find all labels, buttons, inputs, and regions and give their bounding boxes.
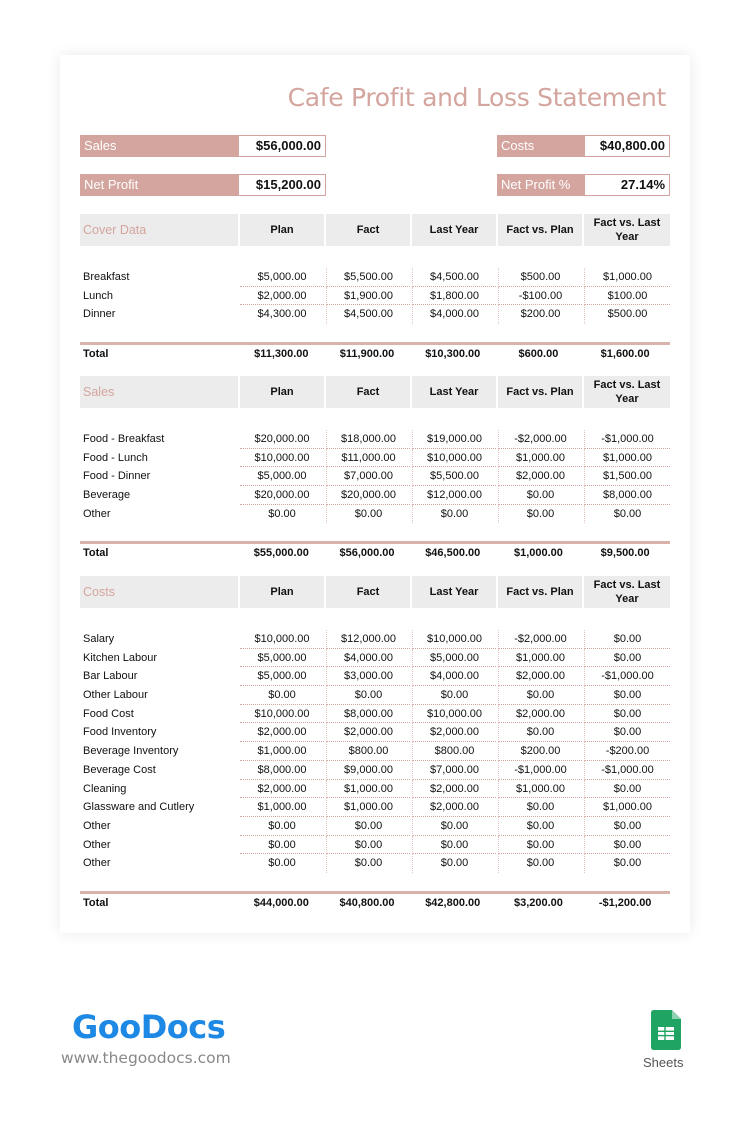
table-body [80,430,670,523]
table-cell[interactable]: -$1,000.00 [584,761,670,780]
table-header [80,376,670,408]
table-row [80,817,670,836]
column-header-last-year: Last Year [412,214,496,246]
row-label: Food - Dinner [83,470,151,483]
kpi-sales-value[interactable]: $56,000.00 [238,135,326,157]
row-label: Cleaning [83,782,127,795]
table-cell[interactable]: $4,000.00 [412,305,496,324]
row-label: Bar Labour [83,670,138,683]
table-header [80,214,670,246]
table-cell[interactable]: $4,500.00 [326,305,410,324]
table-cell[interactable]: $0.00 [412,505,496,524]
row-label: Other [83,819,111,832]
table-cell[interactable]: $1,000.00 [498,649,582,668]
column-header-plan: Plan [240,376,324,408]
total-label: Total [83,547,109,560]
table-cell[interactable]: $5,000.00 [240,667,324,686]
table-cell[interactable]: -$1,000.00 [498,761,582,780]
table-cell[interactable]: -$100.00 [498,287,582,306]
row-label: Lunch [83,289,113,302]
row-label: Food Cost [83,707,134,720]
table-cell[interactable]: $1,000.00 [326,780,410,799]
total-row [80,891,670,912]
table-cell[interactable]: $8,000.00 [584,486,670,505]
table-cell[interactable]: $2,000.00 [412,723,496,742]
kpi-net-profit-label: Net Profit [80,174,238,196]
kpi-net-profit-pct [497,174,670,196]
site-url[interactable]: www.thegoodocs.com [61,1049,231,1067]
total-cell: $55,000.00 [253,547,309,560]
table-row [80,667,670,686]
table-cell[interactable]: $500.00 [584,305,670,324]
total-cell: $42,800.00 [425,896,481,909]
section-sales [80,376,670,562]
total-cell: $11,300.00 [254,348,309,361]
table-cell[interactable]: $0.00 [498,817,582,836]
row-label: Salary [83,633,115,645]
table-row [80,798,670,817]
table-cell[interactable]: $2,000.00 [412,780,496,799]
table-cell[interactable]: $0.00 [498,854,582,873]
table-cell[interactable]: $800.00 [412,742,496,761]
table-cell[interactable]: $20,000.00 [326,486,410,505]
table-cell[interactable]: $4,000.00 [326,649,410,668]
total-cell: $56,000.00 [339,547,395,560]
table-cell[interactable]: $500.00 [498,268,582,287]
table-cell[interactable]: $12,000.00 [326,630,410,649]
table-cell[interactable]: $5,000.00 [412,649,496,668]
table-cell[interactable]: $4,500.00 [412,268,496,287]
table-cell[interactable]: $2,000.00 [412,798,496,817]
kpi-costs-value[interactable]: $40,800.00 [584,135,670,157]
table-cell[interactable]: $20,000.00 [240,486,324,505]
table-cell[interactable]: $5,500.00 [326,268,410,287]
table-cell[interactable]: $5,000.00 [240,649,324,668]
table-cell[interactable]: $1,500.00 [584,467,670,486]
table-cell[interactable]: $2,000.00 [240,780,324,799]
table-cell[interactable]: $0.00 [412,836,496,855]
row-label: Other [83,838,111,851]
section-title: Cover Data [80,214,238,246]
table-cell[interactable]: $0.00 [240,686,324,705]
table-row [80,836,670,855]
table-cell[interactable]: -$2,000.00 [498,630,582,649]
row-label: Food Inventory [83,726,157,739]
table-cell[interactable]: -$1,000.00 [584,430,670,449]
goodocs-logo[interactable]: GooDocs [72,1008,226,1046]
table-body [80,268,670,324]
table-cell[interactable]: $0.00 [326,817,410,836]
sheets-icon[interactable] [651,1010,681,1050]
kpi-sales-label: Sales [80,135,238,157]
column-header-fact: Fact [326,214,410,246]
column-header-fact-vs-plan: Fact vs. Plan [498,576,582,608]
row-label: Glassware and Cutlery [83,801,195,814]
row-label: Dinner [83,308,116,321]
table-row [80,705,670,724]
row-label: Beverage Inventory [83,745,179,758]
column-header-last-year: Last Year [412,576,496,608]
kpi-net-profit [80,174,326,196]
table-cell[interactable]: $0.00 [584,836,670,855]
total-cell: $600.00 [518,348,559,361]
table-cell[interactable]: $0.00 [498,836,582,855]
table-cell[interactable]: $2,000.00 [240,723,324,742]
column-header-fact-vs-plan: Fact vs. Plan [498,376,582,408]
total-cell: $1,000.00 [513,547,563,560]
row-label: Food - Lunch [83,451,148,464]
table-row [80,686,670,705]
table-row [80,449,670,468]
kpi-net-profit-pct-value[interactable]: 27.14% [584,174,670,196]
table-cell[interactable]: $19,000.00 [412,430,496,449]
table-cell[interactable]: $0.00 [240,836,324,855]
table-row [80,305,670,324]
column-header-fact-vs-plan: Fact vs. Plan [498,214,582,246]
sheets-label: Sheets [643,1055,684,1070]
table-cell[interactable]: $4,300.00 [257,308,307,321]
column-header-fact-vs-last-year: Fact vs. Last Year [584,214,670,246]
table-cell[interactable]: $0.00 [584,505,670,524]
kpi-costs [497,135,670,157]
section-costs [80,576,670,912]
row-label: Breakfast [83,271,130,283]
row-label: Other [83,507,111,520]
table-cell[interactable]: $0.00 [498,798,582,817]
table-row [80,505,670,524]
table-cell[interactable]: -$200.00 [584,742,670,761]
table-row [80,780,670,799]
table-cell[interactable]: $1,000.00 [240,742,324,761]
column-header-fact: Fact [326,576,410,608]
table-cell[interactable]: $2,000.00 [240,287,324,306]
table-cell[interactable]: $0.00 [498,505,582,524]
table-row [80,742,670,761]
table-cell[interactable]: $0.00 [240,817,324,836]
table-cell[interactable]: $11,000.00 [326,449,410,468]
table-cell[interactable]: $800.00 [326,742,410,761]
table-cell[interactable]: $10,000.00 [240,630,324,649]
table-cell[interactable]: $0.00 [412,817,496,836]
total-cell: $9,500.00 [600,547,650,560]
table-row [80,649,670,668]
table-cell[interactable]: -$2,000.00 [498,430,582,449]
kpi-net-profit-pct-label: Net Profit % [497,174,584,196]
table-cell[interactable]: $0.00 [412,686,496,705]
table-cell[interactable]: $10,000.00 [412,705,496,724]
table-cell[interactable]: $2,000.00 [498,467,582,486]
table-header [80,576,670,608]
table-cell[interactable]: $18,000.00 [326,430,410,449]
table-cell[interactable]: $0.00 [584,723,670,742]
table-cell[interactable]: $200.00 [498,742,582,761]
row-label: Other Labour [83,689,148,702]
table-cell[interactable]: $100.00 [584,287,670,306]
column-header-plan: Plan [240,576,324,608]
total-cell: $11,900.00 [339,348,395,361]
table-cell[interactable]: $0.00 [268,507,296,520]
table-cell[interactable]: $0.00 [326,505,410,524]
column-header-fact-vs-last-year: Fact vs. Last Year [584,576,670,608]
table-cell[interactable]: $0.00 [268,857,296,870]
section-cover-data [80,214,670,363]
table-row [80,761,670,780]
total-cell: $3,200.00 [513,896,563,909]
table-row [80,723,670,742]
table-cell[interactable]: $5,000.00 [240,467,324,486]
total-cell: -$1,200.00 [598,896,652,909]
row-label: Beverage [83,489,131,502]
table-cell[interactable]: $0.00 [584,817,670,836]
kpi-net-profit-value[interactable]: $15,200.00 [238,174,326,196]
column-header-fact: Fact [326,376,410,408]
total-cell: $40,800.00 [339,896,395,909]
table-cell[interactable]: $0.00 [584,780,670,799]
table-cell[interactable]: $2,000.00 [326,723,410,742]
table-cell[interactable]: $1,000.00 [326,798,410,817]
table-cell[interactable]: $0.00 [412,854,496,873]
table-cell[interactable]: $0.00 [584,649,670,668]
table-row [80,486,670,505]
table-cell[interactable]: $0.00 [498,486,582,505]
table-cell[interactable]: $8,000.00 [240,761,324,780]
table-cell[interactable]: $12,000.00 [412,486,496,505]
table-cell[interactable]: $20,000.00 [240,430,324,449]
table-cell[interactable]: $7,000.00 [326,467,410,486]
document-page [60,55,690,933]
table-cell[interactable]: $1,000.00 [584,798,670,817]
page-title: Cafe Profit and Loss Statement [287,83,666,112]
table-cell[interactable]: $10,000.00 [240,449,324,468]
table-cell[interactable]: $0.00 [326,854,410,873]
table-row [80,467,670,486]
table-cell[interactable]: $2,000.00 [498,705,582,724]
table-row [80,854,670,873]
row-label: Kitchen Labour [83,651,157,664]
table-cell[interactable]: $0.00 [584,854,670,873]
table-cell[interactable]: $8,000.00 [326,705,410,724]
total-row [80,541,670,562]
table-cell[interactable]: $9,000.00 [326,761,410,780]
kpi-sales [80,135,326,157]
table-cell[interactable]: -$1,000.00 [584,667,670,686]
total-label: Total [83,348,109,361]
table-cell[interactable]: $0.00 [326,686,410,705]
row-label: Beverage Cost [83,763,156,776]
table-cell[interactable]: $1,000.00 [498,780,582,799]
table-cell[interactable]: $5,000.00 [240,268,324,287]
total-label: Total [83,896,109,909]
table-row [80,430,670,449]
table-body [80,630,670,873]
table-row [80,287,670,306]
table-cell[interactable]: $0.00 [584,686,670,705]
total-cell: $44,000.00 [253,896,309,909]
row-label: Other [83,857,111,870]
total-cell: $10,300.00 [425,348,481,361]
table-cell[interactable]: $3,000.00 [326,667,410,686]
column-header-plan: Plan [240,214,324,246]
table-cell[interactable]: $0.00 [498,686,582,705]
table-cell[interactable]: $0.00 [326,836,410,855]
table-cell[interactable]: $7,000.00 [412,761,496,780]
table-cell[interactable]: $1,000.00 [584,268,670,287]
table-row [80,268,670,287]
total-cell: $1,600.00 [600,348,650,361]
table-cell[interactable]: $10,000.00 [412,630,496,649]
table-cell[interactable]: $1,800.00 [412,287,496,306]
row-label: Food - Breakfast [83,433,165,445]
total-row [80,342,670,363]
total-cell: $46,500.00 [425,547,481,560]
table-cell[interactable]: $0.00 [498,723,582,742]
section-title: Costs [80,576,238,608]
table-row [80,630,670,649]
table-cell[interactable]: $5,500.00 [412,467,496,486]
section-title: Sales [80,376,238,408]
column-header-last-year: Last Year [412,376,496,408]
table-cell[interactable]: $10,000.00 [412,449,496,468]
table-cell[interactable]: $4,000.00 [412,667,496,686]
table-cell[interactable]: $1,000.00 [240,798,324,817]
table-cell[interactable]: $0.00 [584,630,670,649]
table-cell[interactable]: $10,000.00 [240,705,324,724]
table-cell[interactable]: $1,000.00 [584,449,670,468]
table-cell[interactable]: $1,000.00 [498,449,582,468]
table-cell[interactable]: $1,900.00 [326,287,410,306]
table-cell[interactable]: $2,000.00 [498,667,582,686]
table-cell[interactable]: $0.00 [584,705,670,724]
kpi-costs-label: Costs [497,135,584,157]
table-cell[interactable]: $200.00 [498,305,582,324]
column-header-fact-vs-last-year: Fact vs. Last Year [584,376,670,408]
